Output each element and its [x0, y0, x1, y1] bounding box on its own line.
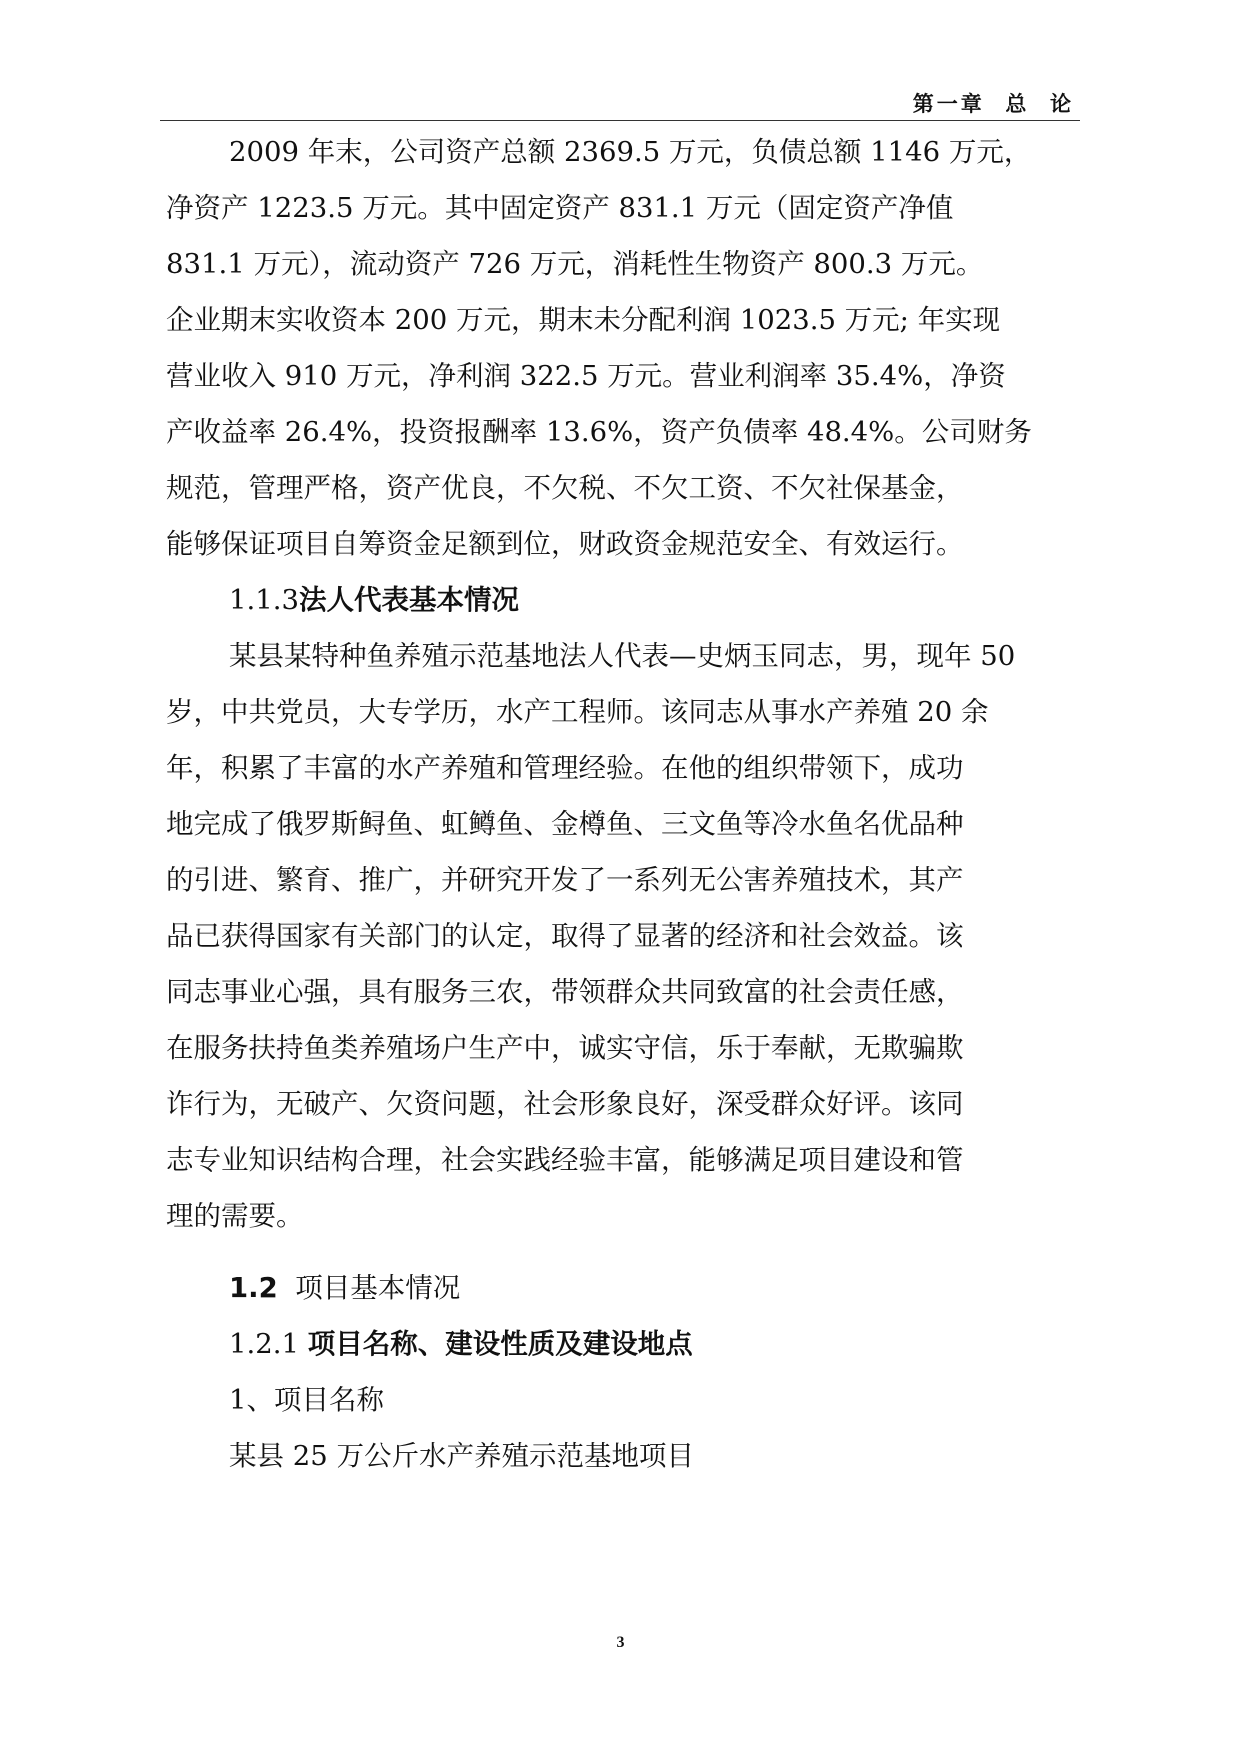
- section-number: 1.1.3: [229, 584, 299, 616]
- paragraph-line: 理的需要。: [166, 1200, 304, 1232]
- section-number: 1.2: [229, 1272, 278, 1304]
- item-heading: 1、项目名称: [229, 1384, 384, 1416]
- paragraph-line: 年，积累了丰富的水产养殖和管理经验。在他的组织带领下，成功: [166, 752, 964, 784]
- section-number: 1.2.1: [229, 1328, 299, 1360]
- paragraph-line: 净资产 1223.5 万元。其中固定资产 831.1 万元（固定资产净值: [166, 192, 954, 224]
- section-title: 项目基本情况: [295, 1272, 461, 1304]
- paragraph-line: 2009 年末，公司资产总额 2369.5 万元，负债总额 1146 万元，: [229, 136, 1032, 168]
- paragraph-line: 志专业知识结构合理，社会实践经验丰富，能够满足项目建设和管: [166, 1144, 964, 1176]
- paragraph-line: 品已获得国家有关部门的认定，取得了显著的经济和社会效益。该: [166, 920, 964, 952]
- paragraph-line: 诈行为，无破产、欠资问题，社会形象良好，深受群众好评。该同: [166, 1088, 964, 1120]
- project-name: 某县 25 万公斤水产养殖示范基地项目: [229, 1440, 694, 1472]
- page-header: [160, 84, 1080, 121]
- paragraph-line: 规范，管理严格，资产优良，不欠税、不欠工资、不欠社保基金，: [166, 472, 964, 504]
- section-heading-1-2: [229, 1270, 460, 1306]
- paragraph-line: 在服务扶持鱼类养殖场户生产中，诚实守信，乐于奉献，无欺骗欺: [166, 1032, 964, 1064]
- paragraph-line: 某县某特种鱼养殖示范基地法人代表—史炳玉同志，男，现年 50: [229, 640, 1016, 672]
- section-heading-1-1-3: [229, 582, 519, 618]
- paragraph-line: 岁，中共党员，大专学历，水产工程师。该同志从事水产养殖 20 余: [166, 696, 989, 728]
- section-heading-1-2-1: [229, 1326, 693, 1362]
- paragraph-line: 营业收入 910 万元，净利润 322.5 万元。营业利润率 35.4%，净资: [166, 360, 1006, 392]
- paragraph-line: 能够保证项目自筹资金足额到位，财政资金规范安全、有效运行。: [166, 528, 964, 560]
- paragraph-line: 的引进、繁育、推广，并研究开发了一系列无公害养殖技术，其产: [166, 864, 964, 896]
- paragraph-line: 地完成了俄罗斯鲟鱼、虹鳟鱼、金樽鱼、三文鱼等冷水鱼名优品种: [166, 808, 964, 840]
- paragraph-line: 831.1 万元），流动资产 726 万元，消耗性生物资产 800.3 万元。: [166, 248, 984, 280]
- section-title: 法人代表基本情况: [298, 584, 519, 616]
- chapter-title: 第一章 总 论: [912, 92, 1074, 116]
- paragraph-line: 同志事业心强，具有服务三农，带领群众共同致富的社会责任感，: [166, 976, 964, 1008]
- section-title: 项目名称、建设性质及建设地点: [307, 1328, 693, 1360]
- page-number: 3: [616, 1634, 625, 1651]
- paragraph-line: 企业期末实收资本 200 万元，期末未分配利润 1023.5 万元; 年实现: [166, 304, 1001, 336]
- paragraph-line: 产收益率 26.4%，投资报酬率 13.6%，资产负债率 48.4%。公司财务: [166, 416, 1032, 448]
